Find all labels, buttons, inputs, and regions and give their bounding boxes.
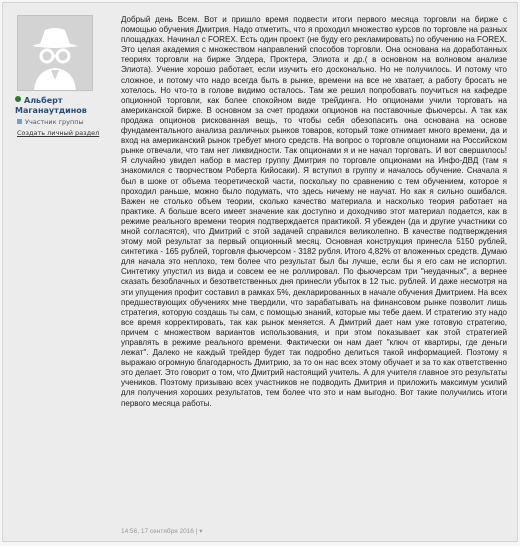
post-body-text: Добрый день Всем. Вот и пришло время подвести итоги первого месяца торговли на бирже с помощью обучения Дмитрия. Надо отметить, что я проходил множество курсов по торговле на разных площадках. Начинал с FOREX. Есть один проект (не буду его рекламировать) по обучению на FOREX. Это целая академия с множеством направлений способов торговли. Она основана на доработанных теориях торговли на бирже Элдера, Проктера, Элиота и др.( в основном на волновом анализе Элиота). Учение хорошо работает, если изучить его досконально. Но не получилось. И потому что сложное, и потому что надо всегда быть в рынке, времени на все не хватает, а работу бросать не хотелось. Но что-то в голове видимо осталось. Там же решил попробовать поучиться на кафедре опционной торговли, как более спокойном виде трейдинга. Но опционами учили торговать на американской бирже. В основном за счет продажи опционов на поставочные фьючерсы. А так как продажа опционов рискованная вещь, то чтобы себя обезопасить она основана на основе фундаментального анализа различных рынков товаров, который тоже отнимает много времени, да и вход на американский рынок требует много средств. На вопрос о торговле опционами на Российском рынке отвечали, что там нет ликвидности. Так опционами я и не начал торговать. И вот свершилось! Я случайно увидел набор в мастер группу Дмитрия по торговле опционами на Инфо-ДВД (там я знакомился с творчеством Роберта Кийосаки). Я вступил в группу и началось обучение. Сначала я был в шоке от объема теоретической части, поскольку по сравнению с тем обучением, которое я проходил раньше, можно было подумать, что здесь ничему не научат. Но как я сильно ошибался. Важен не столько объем теории, сколько качество материала и насколько теория работает на практике. А больше всего имеет значение как доступно и доходчиво этот материал подается, как в режиме реального времени теория подтверждается практикой. Я убежден (да и другие участники со мной согласятся), что Дмитрий с этой задачей справился великолепно. В качестве подтверждения этому мой результат за первый опционный месяц. Основная конструкция принесла 5150 рублей, синтетика - 165 рублей, торговля фьючерсом - 3182 рубля. Итого 4,82% от вложенных средств. Думаю для начала это неплохо, тем более что результат был бы лучше, если бы я его сам не испортил. Синтетику упустил из вида и совсем ее не роллировал. По фьючерсам три "неудачных", а вернее сказать безоблачных и безответственных дня принесли убыток в 12 тыс. рублей. И даже несмотря на эти упущения профит составил в рамках 5%, декларированных в начале обучения Дмитрием. На всех предшествующих обучениях мне твердили, что зарабатывать на финансовом рынке позволит лишь стратегия, которую создашь ты сам, с помощью знаний, которые мы тебе даем. И стратегию эту надо все время корректировать, так как рынок меняется. А Дмитрий дает нам уже готовую стратегию, причем с множеством вариантов использования, и при этом показывает как этой стратегией управлять в режиме реального времени. Фактически он нам дает "ключ от квартиры, где деньги лежат". Далеко не каждый трейдер будет так подробно делиться такой информацией. Поэтому я выражаю огромную благодарность Дмитрию, за то он нас всех этому обучает и за то как ответственно это делает. Это говорит о том, что Дмитрий настоящий учитель. А для учителя главное это результаты учеников. Поэтому призываю всех участников не подводить Дмитрия и приложить максимум усилий для получения хороших результатов, тем более что это и нам выгодно. Вот такие получились итоги первого месяца работы. bbox=[121, 15, 507, 408]
author-role-label: Участник группы bbox=[25, 118, 84, 126]
author-role bbox=[17, 118, 84, 126]
author-avatar[interactable] bbox=[17, 15, 93, 91]
author-column bbox=[3, 3, 113, 541]
post-actions-toggle[interactable]: | ▾ bbox=[195, 528, 203, 535]
incognito-avatar-icon bbox=[18, 16, 92, 90]
member-role-icon bbox=[17, 119, 22, 124]
create-personal-section-link[interactable]: Создать личный раздел bbox=[17, 129, 100, 137]
post-footer bbox=[121, 527, 203, 535]
post-timestamp: 14:56, 17 сентября 2016 bbox=[121, 528, 194, 535]
author-name-row bbox=[15, 96, 115, 116]
online-dot-icon bbox=[15, 96, 21, 102]
author-name-link[interactable]: Альберт Маганаутдинов bbox=[15, 96, 87, 115]
forum-post bbox=[2, 2, 518, 542]
